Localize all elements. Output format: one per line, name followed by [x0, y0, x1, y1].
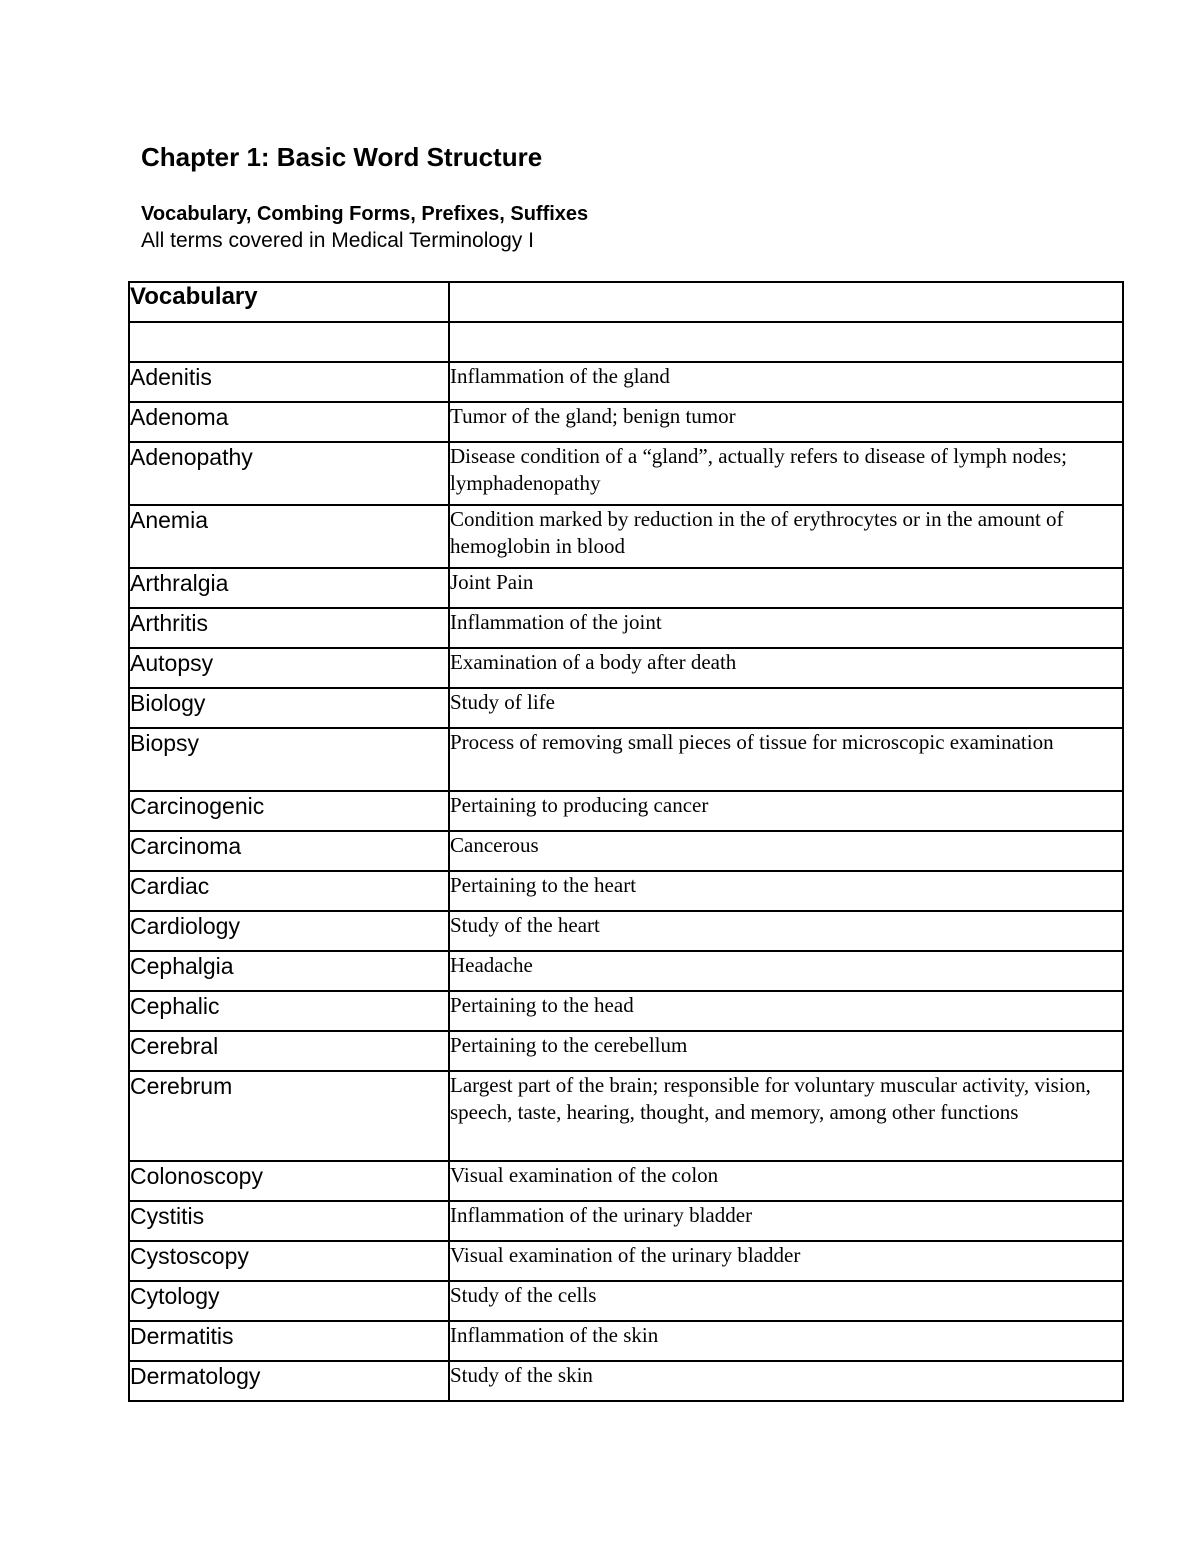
table-row	[129, 442, 1123, 505]
term-cell: Cerebral	[129, 1031, 449, 1071]
blank-cell-right	[449, 322, 1123, 362]
table-row	[129, 568, 1123, 608]
table-row	[129, 991, 1123, 1031]
definition-cell: Tumor of the gland; benign tumor	[449, 402, 1123, 442]
term-cell: Arthritis	[129, 608, 449, 648]
term-cell: Adenitis	[129, 362, 449, 402]
definition-cell: Inflammation of the urinary bladder	[449, 1201, 1123, 1241]
definition-cell: Visual examination of the colon	[449, 1161, 1123, 1201]
definition-cell: Cancerous	[449, 831, 1123, 871]
definition-cell: Process of removing small pieces of tissue for microscopic examination	[449, 728, 1123, 791]
definition-cell: Pertaining to the head	[449, 991, 1123, 1031]
definition-cell: Examination of a body after death	[449, 648, 1123, 688]
definition-cell: Pertaining to producing cancer	[449, 791, 1123, 831]
term-cell: Autopsy	[129, 648, 449, 688]
term-cell: Cystitis	[129, 1201, 449, 1241]
table-row	[129, 871, 1123, 911]
definition-cell: Disease condition of a “gland”, actually refers to disease of lymph nodes; lymphadenopathy	[449, 442, 1123, 505]
table-row	[129, 1071, 1123, 1161]
table-header-row	[129, 282, 1123, 322]
term-cell: Dermatology	[129, 1361, 449, 1401]
table-header-right	[449, 282, 1123, 322]
definition-cell: Study of the heart	[449, 911, 1123, 951]
term-cell: Arthralgia	[129, 568, 449, 608]
term-cell: Dermatitis	[129, 1321, 449, 1361]
table-row	[129, 831, 1123, 871]
table-header-label: Vocabulary	[129, 282, 449, 322]
table-row	[129, 951, 1123, 991]
term-cell: Biology	[129, 688, 449, 728]
table-row	[129, 1281, 1123, 1321]
definition-cell: Study of the cells	[449, 1281, 1123, 1321]
definition-cell: Visual examination of the urinary bladder	[449, 1241, 1123, 1281]
definition-cell: Condition marked by reduction in the of erythrocytes or in the amount of hemoglobin in blood	[449, 505, 1123, 568]
definition-cell: Headache	[449, 951, 1123, 991]
table-row	[129, 688, 1123, 728]
definition-cell: Pertaining to the heart	[449, 871, 1123, 911]
term-cell: Cephalgia	[129, 951, 449, 991]
table-row	[129, 362, 1123, 402]
table-row	[129, 505, 1123, 568]
table-row	[129, 1241, 1123, 1281]
term-cell: Biopsy	[129, 728, 449, 791]
definition-cell: Study of the skin	[449, 1361, 1123, 1401]
definition-cell: Inflammation of the joint	[449, 608, 1123, 648]
definition-cell: Pertaining to the cerebellum	[449, 1031, 1123, 1071]
definition-cell: Largest part of the brain; responsible for voluntary muscular activity, vision, speech, taste, hearing, thought, and memory, among other functions	[449, 1071, 1123, 1161]
page-title: Chapter 1: Basic Word Structure	[141, 142, 543, 172]
definition-cell: Inflammation of the gland	[449, 362, 1123, 402]
term-cell: Cardiology	[129, 911, 449, 951]
intro-text: All terms covered in Medical Terminology I	[141, 229, 534, 252]
term-cell: Cardiac	[129, 871, 449, 911]
table-row	[129, 1161, 1123, 1201]
table-row	[129, 1321, 1123, 1361]
table-row	[129, 402, 1123, 442]
page-subtitle: Vocabulary, Combing Forms, Prefixes, Suffixes	[141, 203, 589, 225]
definition-cell: Joint Pain	[449, 568, 1123, 608]
term-cell: Carcinogenic	[129, 791, 449, 831]
term-cell: Cerebrum	[129, 1071, 449, 1161]
term-cell: Adenopathy	[129, 442, 449, 505]
term-cell: Cephalic	[129, 991, 449, 1031]
table-row	[129, 1361, 1123, 1401]
term-cell: Adenoma	[129, 402, 449, 442]
term-cell: Cystoscopy	[129, 1241, 449, 1281]
term-cell: Carcinoma	[129, 831, 449, 871]
definition-cell: Study of life	[449, 688, 1123, 728]
table-row	[129, 1031, 1123, 1071]
table-row	[129, 791, 1123, 831]
table-blank-row	[129, 322, 1123, 362]
table-row	[129, 608, 1123, 648]
blank-cell-left	[129, 322, 449, 362]
table-row	[129, 911, 1123, 951]
table-row	[129, 1201, 1123, 1241]
term-cell: Cytology	[129, 1281, 449, 1321]
table-row	[129, 648, 1123, 688]
term-cell: Anemia	[129, 505, 449, 568]
definition-cell: Inflammation of the skin	[449, 1321, 1123, 1361]
vocabulary-table-body	[129, 282, 1123, 1401]
table-row	[129, 728, 1123, 791]
vocabulary-table	[128, 281, 1124, 1402]
term-cell: Colonoscopy	[129, 1161, 449, 1201]
